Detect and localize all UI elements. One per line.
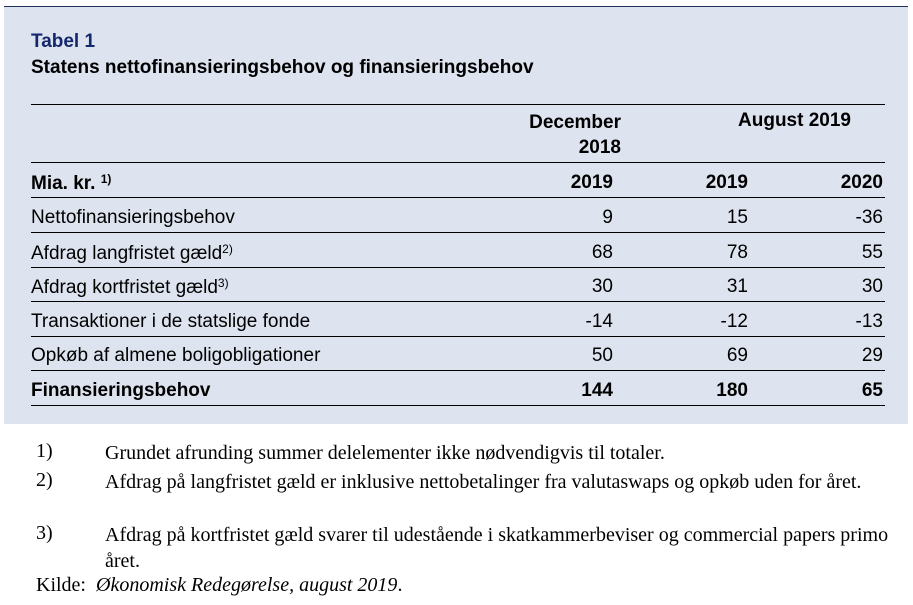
table-cell: 69: [726, 345, 748, 366]
table-rule-header: [31, 162, 885, 163]
footnote-mark: 1): [36, 440, 53, 462]
table-cell: 50: [591, 345, 613, 366]
row-rule: [31, 301, 885, 302]
table-row-label: Nettofinansieringsbehov: [31, 207, 235, 228]
table-cell: 9: [602, 207, 613, 228]
table-title: Statens nettofinansieringsbehov og finansieringsbehov: [31, 57, 534, 78]
table-row-label: Afdrag langfristet gæld$^{2)}$: [31, 242, 233, 264]
footnote-text: Grundet afrunding summer delelementer ikke nødvendigvis til totaler.: [105, 442, 665, 464]
table-rule-top: [31, 104, 885, 105]
table-cell: 68: [591, 242, 613, 263]
table-cell: -36: [855, 207, 883, 228]
footnote-mark: 3): [36, 522, 53, 544]
column-group-august: August 2019: [738, 110, 851, 131]
footnote-text: Afdrag på langfristet gæld er inklusive nettobetalinger fra valutaswaps og opkøb uden for året.: [105, 471, 862, 493]
total-cell: 144: [581, 380, 613, 401]
table-cell: 30: [861, 276, 883, 297]
table-cell: 30: [591, 276, 613, 297]
source-suffix: .: [397, 574, 403, 596]
row-rule: [31, 336, 885, 337]
table-cell: 15: [726, 207, 748, 228]
table-cell: 55: [861, 242, 883, 263]
row-rule: [31, 267, 885, 268]
source-label: Kilde:: [36, 574, 86, 596]
column-group-december-line2: 2018: [578, 137, 621, 158]
table-rule-bottom: [31, 405, 885, 406]
table-cell: 78: [726, 242, 748, 263]
table-row-label: Opkøb af almene boligobligationer: [31, 345, 321, 366]
table-rule-years: [31, 197, 885, 198]
table-panel: [4, 6, 908, 424]
table-cell: -13: [855, 311, 883, 332]
table-cell: 31: [726, 276, 748, 297]
table-cell: -14: [585, 311, 613, 332]
row-footnote-marker: 2): [222, 242, 233, 256]
row-rule: [31, 232, 885, 233]
total-cell: 65: [861, 380, 883, 401]
year-header-col2: 2019: [705, 172, 748, 193]
footnote-mark: 2): [36, 469, 53, 491]
unit-label-text: Mia. kr.: [31, 173, 96, 194]
table-row-label: Transaktioner i de statslige fonde: [31, 311, 311, 332]
table-cell: 29: [861, 345, 883, 366]
footnote-text: Afdrag på kortfristet gæld svarer til udestående i skatkammerbeviser og commercial papers primo året.: [105, 524, 889, 572]
column-group-december-line1: December: [529, 112, 621, 133]
table-label: Tabel 1: [31, 31, 96, 52]
unit-label: [31, 172, 111, 195]
year-header-col1: 2019: [570, 172, 613, 193]
source-text: Økonomisk Redegørelse, august 2019: [96, 574, 398, 596]
row-footnote-marker: 3): [217, 276, 229, 290]
unit-footnote-marker: 1): [100, 172, 112, 186]
table-row-label: Afdrag kortfristet gæld$^{3)}$: [31, 276, 229, 298]
column-group-december: [471, 110, 621, 160]
total-cell: 180: [716, 380, 748, 401]
total-row-label: Finansieringsbehov: [31, 380, 211, 401]
year-header-col3: 2020: [840, 172, 883, 193]
table-cell: -12: [720, 311, 748, 332]
source-line: [36, 574, 402, 597]
row-rule: [31, 370, 885, 371]
